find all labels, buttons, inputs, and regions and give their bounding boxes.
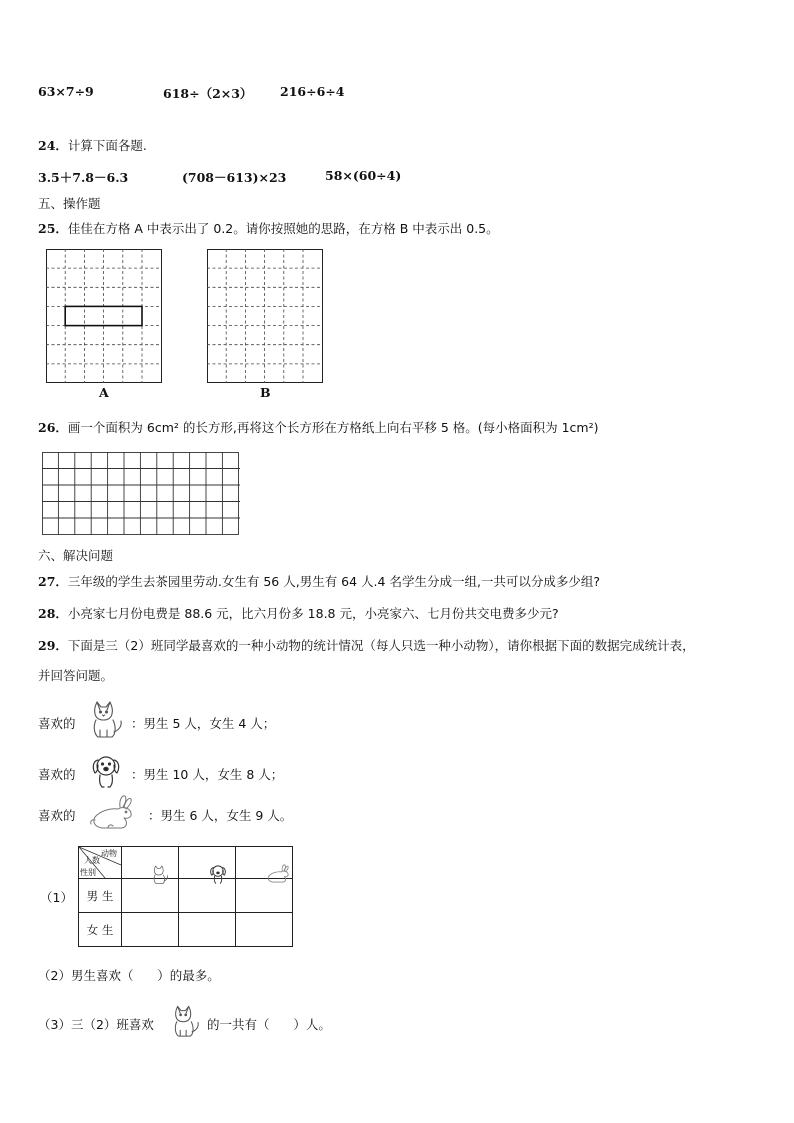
q27-question [38,572,600,590]
dog-icon [88,752,124,790]
q24-expr-2: (708－613)×23 [182,170,287,185]
q27-number: 27． [38,574,68,589]
part-2-question: （2）男生喜欢（ ）的最多。 [38,968,220,983]
q24-expr-1: 3.5＋7.8－6.3 [38,170,129,185]
table-row [79,879,293,913]
row-label-girls: 女 生 [79,913,122,947]
grid-a [46,249,162,383]
corner-label-animal: 动物 [101,849,117,858]
q29-text-line1: 下面是三（2）班同学最喜欢的一种小动物的统计情况（每人只选一种小动物），请你根据下面的数据完成统计表， [67,638,695,653]
q23-expr-1: 63×7÷9 [38,84,94,99]
table-header-corner [79,847,122,879]
part-3-prefix: （3）三（2）班喜欢 [38,1017,154,1032]
section-6-title: 六、解决问题 [38,548,114,563]
q28-question [38,604,559,622]
section-5-title: 五、操作题 [38,196,101,211]
like-dog-prefix: 喜欢的 [38,767,76,782]
like-cat-text: ：男生 5 人，女生 4 人； [131,716,276,731]
q23-expr-3: 216÷6÷4 [280,84,345,99]
cat-icon [170,1000,204,1040]
q29-text-line2: 并回答问题。 [38,668,114,683]
corner-label-gender: 性别 [80,868,96,877]
part-3-suffix: 的一共有（ ）人。 [207,1017,331,1032]
q24-heading [38,136,147,154]
table-header-rabbit [236,847,293,879]
dog-icon [207,863,229,885]
q24-number: 24． [38,138,68,153]
cell-girls-cat[interactable] [122,913,179,947]
q25-number: 25． [38,221,68,236]
q26-text: 画一个面积为 6cm² 的长方形,再将这个长方形在方格纸上向右平移 5 格。(每小格面积为 1cm²) [67,420,599,435]
rabbit-icon [264,863,294,885]
q26-question [38,418,598,436]
stats-table [78,846,293,947]
q28-number: 28． [38,606,68,621]
table-header-cat [122,847,179,879]
like-rabbit-text: ：男生 6 人，女生 9 人。 [148,808,293,823]
like-cat-prefix: 喜欢的 [38,716,76,731]
like-rabbit-prefix: 喜欢的 [38,808,76,823]
table-row [79,913,293,947]
grid-paper [42,452,240,535]
cat-icon [88,696,128,740]
q28-text: 小亮家七月份电费是 88.6 元，比六月份多 18.8 元，小亮家六、七月份共交电费多少元? [67,606,559,621]
cat-icon [150,863,172,885]
q25-text: 佳佳在方格 A 中表示出了 0.2。请你按照她的思路，在方格 B 中表示出 0.5。 [67,221,499,236]
cell-girls-rabbit[interactable] [236,913,293,947]
grid-a-label: A [99,385,109,400]
part-1-label: （1） [40,890,73,905]
q24-expr-3: 58×(60÷4) [325,168,402,183]
q26-number: 26． [38,420,68,435]
like-dog-text: ：男生 10 人，女生 8 人； [131,767,284,782]
q24-title: 计算下面各题. [67,138,147,153]
rabbit-icon [86,793,142,833]
grid-b [207,249,323,383]
q25-question [38,219,499,237]
table-header-dog [179,847,236,879]
q29-question [38,636,695,654]
grid-b-label: B [260,385,271,400]
corner-label-count: 人数 [84,856,100,865]
cell-girls-dog[interactable] [179,913,236,947]
q29-number: 29． [38,638,68,653]
q23-expr-2: 618÷（2×3） [163,86,253,101]
q27-text: 三年级的学生去茶园里劳动.女生有 56 人,男生有 64 人.4 名学生分成一组,一共可以分成多少组? [67,574,601,589]
row-label-boys: 男 生 [79,879,122,913]
